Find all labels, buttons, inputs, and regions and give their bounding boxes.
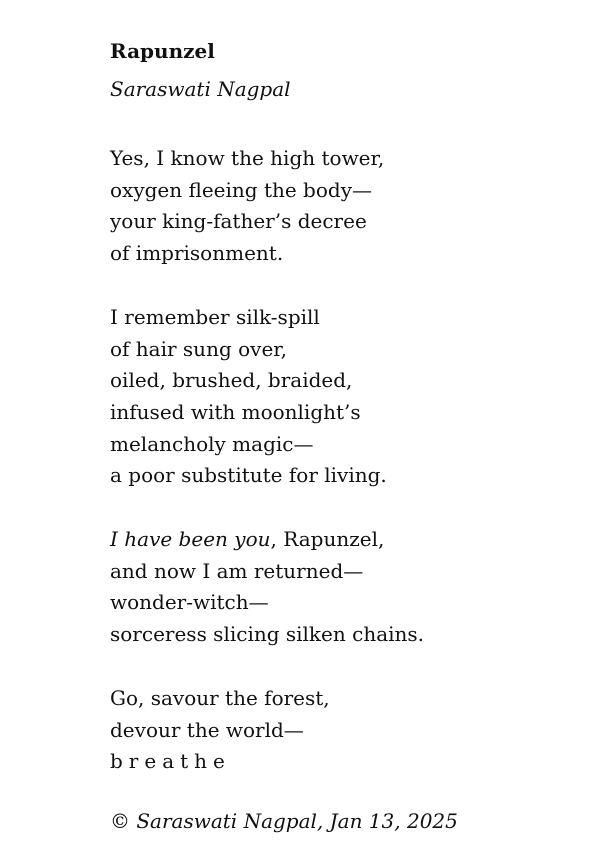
stanza-2 (110, 302, 590, 492)
poem-author: Saraswati Nagpal (110, 77, 291, 101)
poem-body (110, 143, 590, 778)
poem-line: I remember silk-spill (110, 304, 320, 329)
poem-line: oxygen fleeing the body— (110, 177, 373, 202)
poem-line: sorceress slicing silken chains. (110, 622, 425, 647)
poem-line: Yes, I know the high tower, (110, 146, 385, 170)
stanza-4 (110, 683, 590, 778)
poem-line-italic-part: I have been you (110, 527, 271, 552)
poem-line: melancholy magic— (110, 431, 314, 456)
poem-line: and now I am returned— (110, 558, 364, 583)
poem-line: a poor substitute for living. (110, 463, 387, 488)
poem-line: Go, savour the forest, (110, 685, 330, 710)
copyright-notice: © Saraswati Nagpal, Jan 13, 2025 (110, 809, 458, 833)
poem-page (110, 38, 590, 810)
poem-line: your king-father’s decree (110, 209, 367, 234)
poem-line-spaced: breathe (110, 749, 231, 774)
poem-line: of hair sung over, (110, 336, 288, 361)
poem-line: of imprisonment. (110, 241, 284, 266)
stanza-3 (110, 524, 590, 651)
poem-line: devour the world— (110, 717, 304, 742)
poem-line: wonder-witch— (110, 590, 269, 615)
poem-line (110, 524, 590, 556)
stanza-1 (110, 143, 590, 270)
poem-line: oiled, brushed, braided, (110, 368, 353, 393)
poem-line-rest: , Rapunzel, (270, 527, 385, 552)
poem-title: Rapunzel (110, 39, 215, 63)
poem-line: infused with moonlight’s (110, 399, 361, 424)
